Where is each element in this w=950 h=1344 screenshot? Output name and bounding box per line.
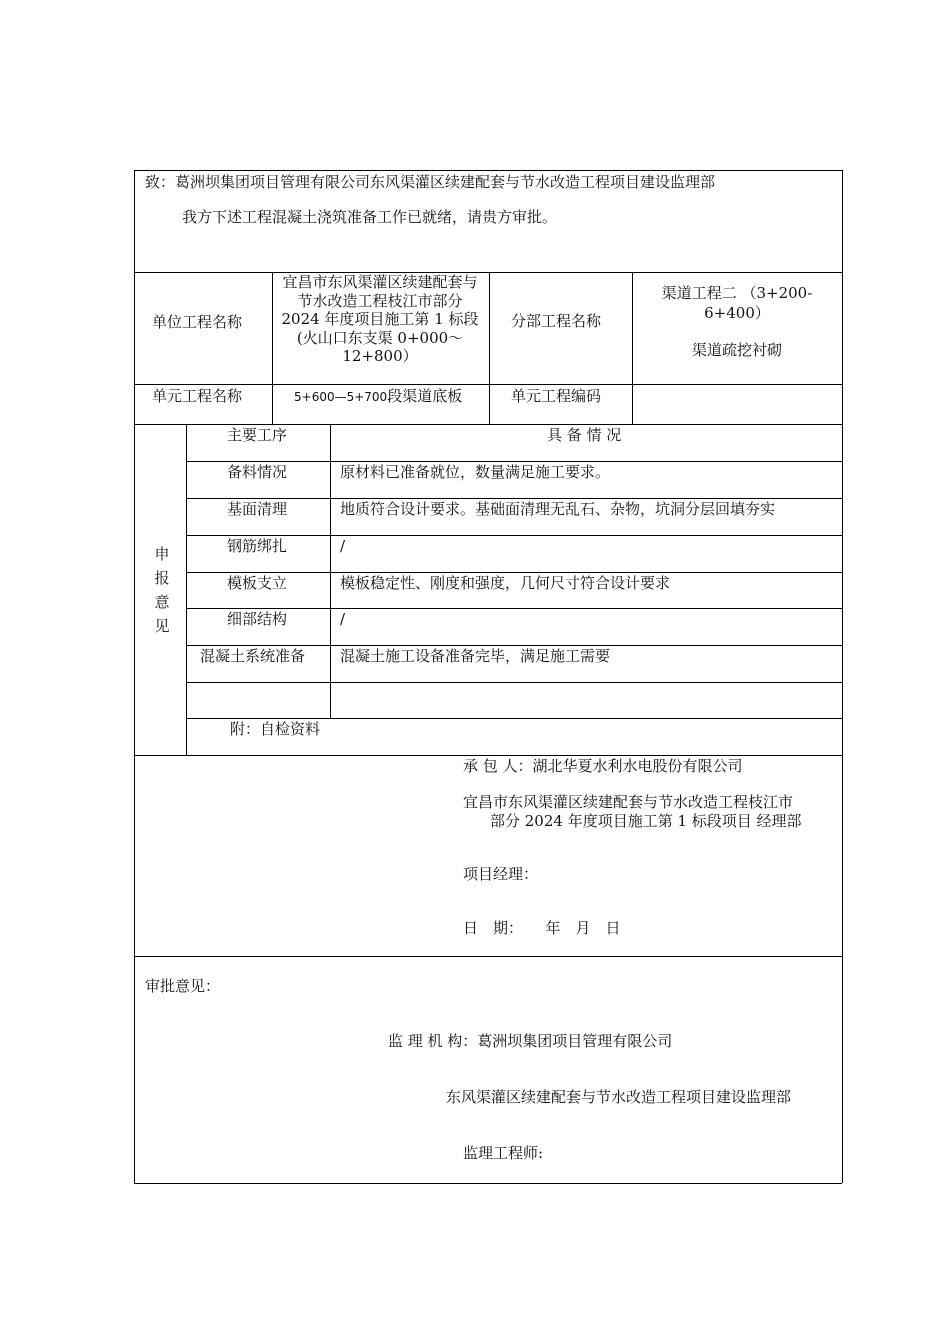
table-border-right	[842, 170, 843, 1183]
status-cell: 混凝土施工设备准备完毕，满足施工需要	[340, 647, 611, 665]
attachment-note: 附：自检资料	[230, 720, 321, 738]
supervising-engineer-label: 监理工程师:	[463, 1144, 544, 1162]
col-divider	[272, 272, 273, 424]
supervision-org: 监 理 机 构：葛洲坝集团项目管理有限公司	[388, 1032, 673, 1050]
element-code-label: 单元工程编码	[511, 387, 602, 405]
contractor-dept-line2: 部分 2024 年度项目施工第 1 标段项目 经理部	[490, 812, 802, 830]
row-divider	[134, 956, 842, 957]
col-divider	[330, 424, 331, 718]
element-name-part: 段渠道底板	[387, 387, 463, 405]
date-label: 日 期： 年 月 日	[463, 919, 621, 937]
process-cell: 基面清理	[227, 500, 288, 518]
contractor-dept-line1: 宜昌市东风渠灌区续建配套与节水改造工程枝江市	[463, 793, 794, 811]
process-cell: 模板支立	[227, 574, 288, 592]
col-divider	[489, 272, 490, 424]
table-border-top	[134, 170, 842, 171]
approval-title: 审批意见：	[145, 977, 221, 995]
element-name-value	[294, 386, 462, 407]
row-divider	[134, 272, 842, 273]
col-divider	[632, 272, 633, 424]
process-cell: 混凝土系统准备	[200, 647, 306, 665]
contractor-name: 承 包 人：湖北华夏水利水电股份有限公司	[463, 757, 743, 775]
table-border-left	[134, 170, 135, 1183]
unit-project-label: 单位工程名称	[152, 313, 243, 331]
addressee: 致：葛洲坝集团项目管理有限公司东风渠灌区续建配套与节水改造工程项目建设监理部	[145, 173, 716, 191]
process-cell: 钢筋绑扎	[227, 537, 288, 555]
project-manager-label: 项目经理：	[463, 865, 539, 883]
side-char: 申	[154, 545, 170, 563]
process-cell: 细部结构	[227, 610, 288, 628]
side-char: 见	[154, 617, 170, 635]
unit-project-value: 宜昌市东风渠灌区续建配套与节水改造工程枝江市部分 2024 年度项目施工第 1 标段(火山口东支渠 0+000～12+800）	[281, 273, 479, 365]
status-cell: /	[340, 537, 346, 555]
statement: 我方下述工程混凝土浇筑准备工作已就绪，请贵方审批。	[182, 208, 558, 226]
side-char: 报	[154, 569, 170, 587]
sub-project-label: 分部工程名称	[511, 312, 602, 330]
table-border-bottom	[134, 1183, 842, 1184]
side-char: 意	[154, 593, 170, 611]
sub-project-value-2: 渠道疏挖衬砌	[691, 341, 782, 359]
col-header-process: 主要工序	[227, 426, 288, 444]
status-cell: /	[340, 610, 346, 628]
element-name-chainage: 5+600—5+700	[294, 390, 388, 404]
status-cell: 地质符合设计要求。基础面清理无乱石、杂物，坑洞分层回填夯实	[340, 500, 776, 518]
row-divider	[134, 384, 842, 385]
element-name-label: 单元工程名称	[152, 387, 243, 405]
row-divider	[186, 682, 842, 683]
col-header-status: 具 备 情 况	[547, 426, 622, 444]
sub-project-value-1: 渠道工程二 （3+200-6+400）	[661, 284, 813, 322]
supervision-dept: 东风渠灌区续建配套与节水改造工程项目建设监理部	[446, 1088, 792, 1106]
status-cell: 模板稳定性、刚度和强度，几何尺寸符合设计要求	[340, 574, 671, 592]
process-cell: 备料情况	[227, 463, 288, 481]
report-side-label	[150, 542, 174, 638]
col-divider	[186, 424, 187, 755]
status-cell: 原材料已准备就位，数量满足施工要求。	[340, 463, 611, 481]
